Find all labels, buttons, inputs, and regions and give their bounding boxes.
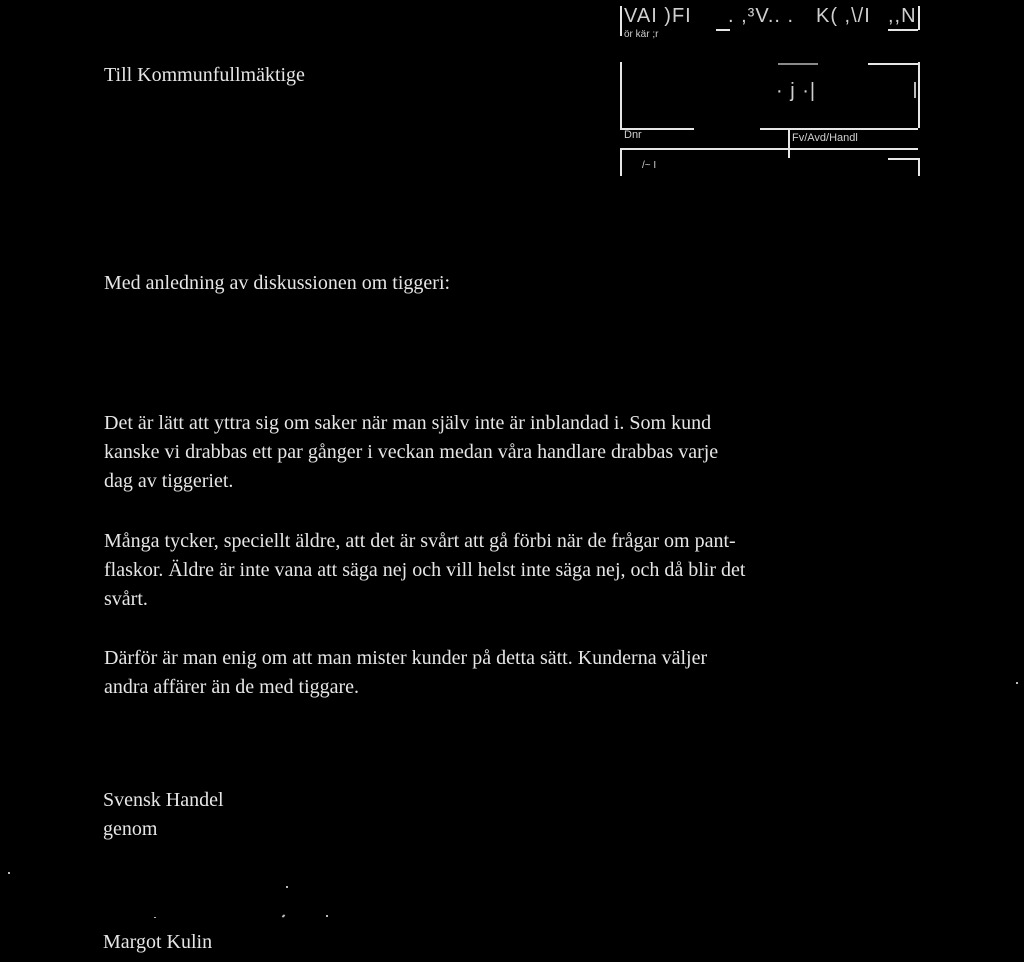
stamp-title-fragment: ,,N xyxy=(888,5,917,27)
stamp-border-right-bottom xyxy=(918,158,920,176)
stamp-border-left-top xyxy=(620,6,622,36)
stamp-title-fragment: K( ,\/I xyxy=(816,5,871,27)
stamp-dnr-label: Dnr xyxy=(624,129,642,141)
paragraph-line: flaskor. Äldre är inte vana att säga nej och vill helst inte säga nej, och då blir det xyxy=(104,559,746,581)
stamp-rule xyxy=(620,148,788,150)
stamp-border-left-mid xyxy=(620,62,622,128)
subject-line: Med anledning av diskussionen om tiggeri: xyxy=(104,272,451,294)
stamp-rule xyxy=(868,63,918,65)
scan-speck xyxy=(282,914,286,917)
signatory-name: Margot Kulin xyxy=(103,931,213,953)
stamp-border-right-top xyxy=(918,6,920,30)
stamp-rule xyxy=(888,158,918,160)
paragraph-line: Det är lätt att yttra sig om saker när man själv inte är inblandad i. Som kund xyxy=(104,412,712,434)
stamp-rule xyxy=(778,63,818,65)
paragraph-line: Många tycker, speciellt äldre, att det är svårt att gå förbi när de frågar om pant- xyxy=(104,530,736,552)
stamp-subtitle: ör kär ;r xyxy=(624,29,659,40)
scan-speck xyxy=(1016,682,1018,684)
stamp-border-left-bottom xyxy=(620,150,622,176)
stamp-dept-label: Fv/Avd/Handl xyxy=(792,132,858,144)
stamp-rule xyxy=(888,29,918,31)
stamp-bottom-fragment: /~ I xyxy=(642,160,657,171)
scan-speck xyxy=(8,872,10,874)
stamp-border-right-mid xyxy=(918,62,920,128)
scan-speck xyxy=(326,915,328,917)
stamp-title-fragment: VAI )FI xyxy=(624,5,692,27)
paragraph-line: Därför är man enig om att man mister kunder på detta sätt. Kunderna väljer xyxy=(104,647,708,669)
recipient: Till Kommunfullmäktige xyxy=(104,64,305,86)
stamp-rule xyxy=(760,128,918,130)
scan-speck xyxy=(154,917,156,918)
organization-name: Svensk Handel xyxy=(103,789,224,811)
registration-stamp xyxy=(620,0,922,180)
stamp-title-fragment: . ,³V.. . xyxy=(728,5,795,27)
scan-speck xyxy=(914,82,916,98)
paragraph-line: andra affärer än de med tiggare. xyxy=(104,676,360,698)
stamp-rule xyxy=(788,148,918,150)
organization-via: genom xyxy=(103,818,158,840)
stamp-number: · j ·| xyxy=(776,80,817,102)
paragraph-line: svårt. xyxy=(104,588,148,610)
paragraph-line: kanske vi drabbas ett par gånger i veckan medan våra handlare drabbas varje xyxy=(104,441,719,463)
stamp-divider xyxy=(788,130,790,158)
scan-speck xyxy=(286,886,288,888)
paragraph-line: dag av tiggeriet. xyxy=(104,470,234,492)
stamp-rule xyxy=(716,29,730,31)
